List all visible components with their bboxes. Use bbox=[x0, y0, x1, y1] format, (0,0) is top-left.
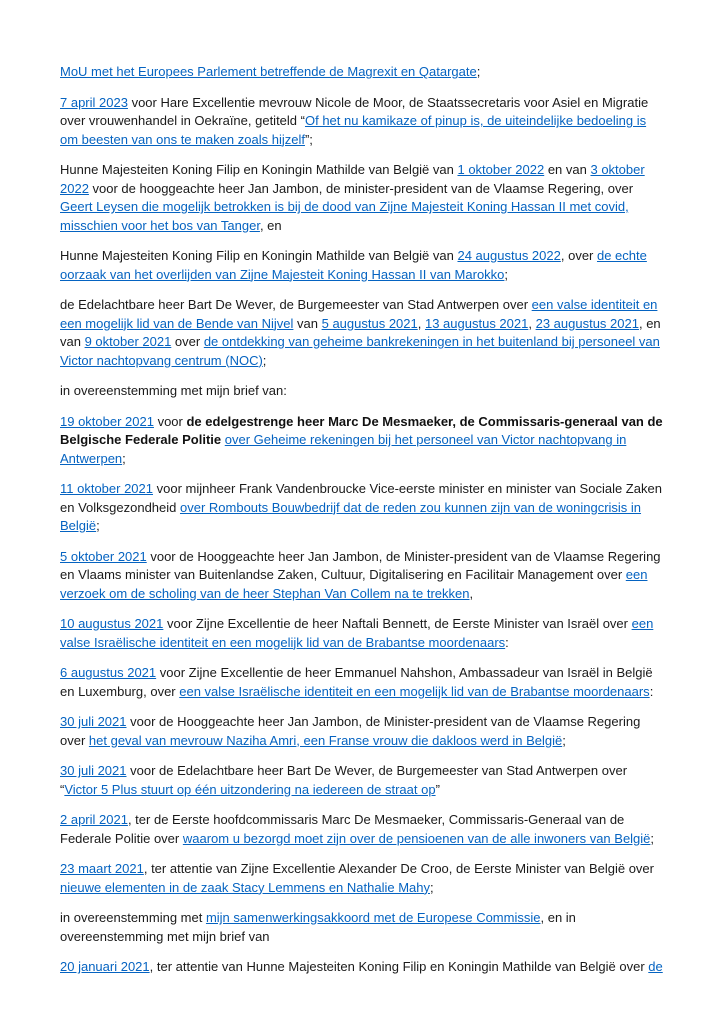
text-run: ; bbox=[562, 732, 566, 748]
hyperlink[interactable]: 2 april 2021 bbox=[60, 812, 128, 827]
hyperlink[interactable]: nieuwe elementen in de zaak Stacy Lemmens en Nathalie Mahy bbox=[60, 879, 430, 895]
text-run: , bbox=[528, 315, 536, 331]
text-run: , ter attentie van Zijne Excellentie Alexander De Croo, de Eerste Minister van België over bbox=[143, 861, 654, 876]
text-run: in overeenstemming met bbox=[60, 910, 206, 925]
hyperlink[interactable]: over Rombouts Bouwbedrijf dat de reden zou kunnen zijn van de woningcrisis in België bbox=[60, 499, 642, 533]
paragraph bbox=[60, 762, 663, 799]
text-run: , ter de Eerste hoofdcommissaris Marc De Mesmaeker, Commissaris-Generaal van de Federale Politie over bbox=[60, 812, 625, 846]
hyperlink[interactable]: de echte oorzaak van het overlijden van Zijne Majesteit Koning Hassan II van Marokko bbox=[60, 248, 647, 282]
text-run: en van bbox=[544, 162, 591, 177]
hyperlink[interactable]: 20 januari 2021 bbox=[60, 959, 150, 974]
text-run: voor de Edelachtbare heer Bart De Wever, de Burgemeester van Stad Antwerpen over “ bbox=[60, 763, 628, 797]
text-run: voor bbox=[153, 413, 187, 429]
hyperlink[interactable]: Geert Leysen die mogelijk betrokken is bij de dood van Zijne Majesteit Koning Hassan II met covid, misschien voor het bos van Tanger bbox=[60, 199, 629, 233]
text-run: de Edelachtbare heer Bart De Wever, de Burgemeester van Stad Antwerpen over bbox=[60, 297, 532, 312]
paragraph bbox=[60, 664, 663, 701]
hyperlink[interactable]: 5 oktober 2021 bbox=[60, 548, 147, 564]
paragraph bbox=[60, 161, 663, 235]
paragraph bbox=[60, 382, 663, 401]
hyperlink[interactable]: het geval van mevrouw Naziha Amri, een Franse vrouw die dakloos werd in België bbox=[88, 732, 563, 748]
text-run: , en van bbox=[60, 315, 661, 349]
text-run: , en bbox=[259, 217, 282, 233]
text-run: ; bbox=[650, 830, 655, 846]
hyperlink[interactable]: 3 oktober 2022 bbox=[60, 162, 645, 196]
text-run: voor de hooggeachte heer Jan Jambon, de minister-president van de Vlaamse Regering, over bbox=[88, 180, 634, 196]
text-run: voor Zijne Excellentie de heer Emmanuel Nahshon, Ambassadeur van Israël in België en Luxemburg, over bbox=[60, 665, 653, 699]
text-run: , ter attentie van Hunne Majesteiten Koning Filip en Koningin Mathilde van België over bbox=[149, 959, 649, 974]
paragraph bbox=[60, 94, 663, 150]
paragraph bbox=[60, 615, 663, 652]
text-run: , en in overeenstemming met mijn brief van bbox=[60, 910, 576, 944]
hyperlink[interactable]: 9 oktober 2021 bbox=[84, 334, 172, 349]
hyperlink[interactable]: 10 augustus 2021 bbox=[60, 616, 164, 631]
text-run: voor mijnheer Frank Vandenbroucke Vice-eerste minister en minister van Sociale Zaken en Volksgezondheid bbox=[60, 481, 662, 515]
text-run: Hunne Majesteiten Koning Filip en Koningin Mathilde van België van bbox=[60, 248, 458, 263]
hyperlink[interactable]: 11 oktober 2021 bbox=[60, 481, 153, 496]
text-run: ” bbox=[435, 781, 440, 797]
paragraph bbox=[60, 63, 663, 82]
hyperlink[interactable]: 30 juli 2021 bbox=[60, 714, 127, 729]
text-run: ; bbox=[476, 64, 481, 79]
hyperlink[interactable]: een verzoek om de scholing van de heer Stephan Van Collem na te trekken bbox=[60, 567, 648, 601]
text-run: voor Hare Excellentie mevrouw Nicole de Moor, de Staatssecretaris voor Asiel en Migratie over vrouwenhandel in Oekraïne, getiteld “ bbox=[60, 94, 649, 128]
hyperlink[interactable]: MoU met het Europees Parlement betreffende de Magrexit en Qatargate bbox=[60, 64, 477, 79]
paragraph bbox=[60, 480, 663, 536]
text-run: ; bbox=[262, 352, 267, 368]
hyperlink[interactable]: een valse Israëlische identiteit en een mogelijk lid van de Brabantse moordenaars bbox=[179, 683, 650, 699]
text-run: , bbox=[469, 585, 474, 601]
hyperlink[interactable]: 7 april 2023 bbox=[60, 94, 128, 110]
text-run: ”; bbox=[304, 131, 313, 147]
text-run: van bbox=[293, 315, 322, 331]
paragraph bbox=[60, 413, 663, 469]
hyperlink[interactable]: Victor 5 Plus stuurt op één uitzondering na iedereen de straat op bbox=[64, 781, 436, 797]
hyperlink[interactable]: een valse Israëlische identiteit en een mogelijk lid van de Brabantse moordenaars bbox=[60, 616, 654, 650]
text-run: voor Zijne Excellentie de heer Naftali Bennett, de Eerste Minister van Israël over bbox=[163, 616, 632, 631]
text-run: in overeenstemming met mijn brief van: bbox=[60, 383, 287, 398]
hyperlink[interactable]: 5 augustus 2021 bbox=[321, 315, 418, 331]
text-run: : bbox=[505, 634, 509, 650]
text-run: : bbox=[649, 683, 654, 699]
hyperlink[interactable]: 23 augustus 2021 bbox=[535, 315, 639, 331]
paragraph bbox=[60, 548, 663, 604]
text-run: over bbox=[171, 334, 204, 349]
text-run: voor de Hooggeachte heer Jan Jambon, de Minister-president van de Vlaamse Regering en Vlaams minister van Buitenlandse Zaken, Cultuur, Digitalisering en Facilitair Management over bbox=[60, 548, 661, 582]
hyperlink[interactable]: de bbox=[648, 959, 663, 974]
paragraph bbox=[60, 860, 663, 897]
paragraph bbox=[60, 713, 663, 750]
hyperlink[interactable]: 30 juli 2021 bbox=[60, 763, 127, 778]
paragraph bbox=[60, 909, 663, 946]
paragraph bbox=[60, 247, 663, 284]
text-run: , over bbox=[560, 248, 597, 263]
paragraph bbox=[60, 296, 663, 370]
hyperlink[interactable]: over Geheime rekeningen bij het personeel van Victor nachtopvang in Antwerpen bbox=[60, 432, 627, 466]
hyperlink[interactable]: 23 maart 2021 bbox=[60, 861, 144, 876]
document-body bbox=[60, 63, 663, 977]
text-run: ; bbox=[430, 879, 434, 895]
hyperlink[interactable]: mijn samenwerkingsakkoord met de Europese Commissie bbox=[205, 910, 541, 925]
hyperlink[interactable]: de ontdekking van geheime bankrekeningen in het buitenland bij personeel van Victor nachtopvang centrum (NOC) bbox=[60, 334, 660, 368]
text-run: voor de Hooggeachte heer Jan Jambon, de Minister-president van de Vlaamse Regering over bbox=[60, 714, 641, 748]
hyperlink[interactable]: 6 augustus 2021 bbox=[60, 665, 157, 680]
text-run: Hunne Majesteiten Koning Filip en Koningin Mathilde van België van bbox=[60, 162, 458, 177]
paragraph bbox=[60, 811, 663, 848]
text-run: ; bbox=[504, 266, 509, 282]
hyperlink[interactable]: Of het nu kamikaze of pinup is, de uiteindelijke bedoeling is om beesten van ons te maken zoals hijzelf bbox=[60, 113, 647, 147]
bold-text: de edelgestrenge heer Marc De Mesmaeker, de Commissaris-generaal van de Belgische Federale Politie bbox=[60, 413, 663, 447]
hyperlink[interactable]: waarom u bezorgd moet zijn over de pensioenen van de alle inwoners van België bbox=[182, 830, 651, 846]
hyperlink[interactable]: 13 augustus 2021 bbox=[424, 315, 529, 331]
hyperlink[interactable]: 1 oktober 2022 bbox=[457, 162, 545, 177]
text-run: ; bbox=[96, 518, 100, 533]
paragraph bbox=[60, 958, 663, 977]
hyperlink[interactable]: een valse identiteit en een mogelijk lid van de Bende van Nijvel bbox=[60, 297, 658, 331]
text-run: ; bbox=[122, 450, 126, 466]
text-run: , bbox=[417, 315, 425, 331]
hyperlink[interactable]: 19 oktober 2021 bbox=[60, 413, 154, 429]
hyperlink[interactable]: 24 augustus 2022 bbox=[457, 248, 561, 263]
